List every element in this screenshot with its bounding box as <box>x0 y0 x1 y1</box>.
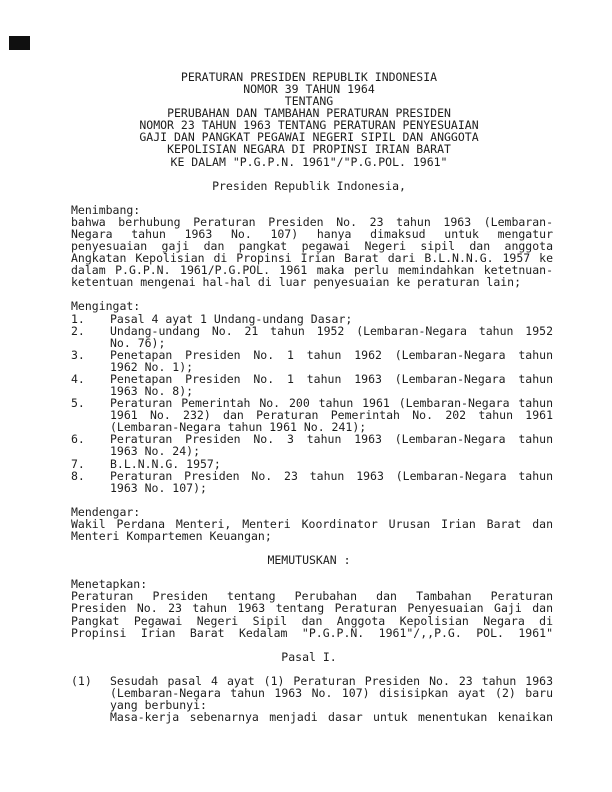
pasal-heading <box>71 651 553 663</box>
line-text: Pasal 4 ayat 1 Undang-undang Dasar; <box>110 311 353 326</box>
line-text: Peraturan Pemerintah No. 200 tahun 1961 (Lembaran-Negara tahun <box>110 396 553 411</box>
text-line <box>71 458 553 470</box>
line-text: Sesudah pasal 4 ayat (1) Peraturan Presiden No. 23 tahun 1963 <box>110 673 553 688</box>
list-marker: 8. <box>71 468 85 483</box>
section-menetapkan <box>71 578 553 638</box>
text-line: bahwa berhubung Peraturan Presiden No. 23 tahun 1963 (Lembaran- <box>71 214 553 229</box>
text-line: Menetapkan: <box>71 577 148 592</box>
text-line: Negara tahun 1963 No. 107) hanya dimaksud untuk mengatur <box>71 227 553 242</box>
text-line: Presiden Republik Indonesia, <box>212 178 406 193</box>
section-memutuskan <box>71 554 553 566</box>
text-line: TENTANG <box>284 94 334 109</box>
text-line <box>71 470 553 482</box>
list-marker: (1) <box>71 673 92 688</box>
section-mengingat <box>71 300 553 493</box>
text-line: NOMOR 23 TAHUN 1963 TENTANG PERATURAN PENYESUAIAN <box>139 118 479 133</box>
text-line: ketentuan mengenai hal-hal di luar penyesuaian ke peraturan lain; <box>71 275 522 290</box>
section-menimbang <box>71 204 553 289</box>
text-line: 1963 No. 107); <box>110 480 207 495</box>
list-marker: 6. <box>71 432 85 447</box>
line-text: Penetapan Presiden No. 1 tahun 1962 (Lembaran-Negara tahun <box>110 347 553 362</box>
regulation-document <box>71 71 553 723</box>
text-line: 1961 No. 232) dan Peraturan Pemerintah No. 202 tahun 1961 <box>110 408 553 423</box>
text-line: Angkatan Kepolisian di Propinsi Irian Barat dari B.L.N.N.G. 1957 ke <box>71 251 553 266</box>
text-line: KEPOLISIAN NEGARA DI PROPINSI IRIAN BARAT <box>167 142 451 157</box>
line-text: Undang-undang No. 21 tahun 1952 (Lembaran-Negara tahun 1952 <box>110 323 553 338</box>
text-line: 1962 No. 1); <box>110 359 194 374</box>
list-marker: 1. <box>71 311 85 326</box>
text-line: (Lembaran-Negara tahun 1961 No. 241); <box>110 420 367 435</box>
text-line: Peraturan Presiden tentang Perubahan dan Tambahan Peraturan <box>71 589 553 604</box>
text-line: Masa-kerja sebenarnya menjadi dasar untuk menentukan kenaikan <box>110 710 553 725</box>
document-title <box>71 71 553 168</box>
line-text: Peraturan Presiden No. 23 tahun 1963 (Lembaran-Negara tahun <box>110 468 553 483</box>
text-line: NOMOR 39 TAHUN 1964 <box>243 82 375 97</box>
text-line <box>71 325 553 337</box>
text-line: (Lembaran-Negara tahun 1963 No. 107) disisipkan ayat (2) baru <box>110 685 553 700</box>
text-line: 1963 No. 24); <box>110 444 201 459</box>
text-line: Menimbang: <box>71 202 141 217</box>
text-line <box>71 313 553 325</box>
line-text: B.L.N.N.G. 1957; <box>110 456 221 471</box>
text-line: PERUBAHAN DAN TAMBAHAN PERATURAN PRESIDEN <box>167 106 451 121</box>
list-marker: 7. <box>71 456 85 471</box>
text-line: Mendengar: <box>71 504 141 519</box>
text-line: Propinsi Irian Barat Kedalam "P.G.P.N. 1961"/,,P.G. POL. 1961" <box>71 625 553 640</box>
text-line: yang berbunyi: <box>110 698 207 713</box>
text-line: Pangkat Pegawai Negeri Sipil dan Anggota Kepolisian Negara di <box>71 613 553 628</box>
text-line: Wakil Perdana Menteri, Menteri Koordinator Urusan Irian Barat dan <box>71 516 553 531</box>
text-line: 1963 No. 8); <box>110 384 194 399</box>
list-marker: 5. <box>71 396 85 411</box>
pasal-item-1 <box>71 675 553 723</box>
list-marker: 3. <box>71 347 85 362</box>
text-line: Presiden No. 23 tahun 1963 tentang Peraturan Penyesuaian Gaji dan <box>71 601 553 616</box>
text-line: Mengingat: <box>71 299 141 314</box>
text-line: GAJI DAN PANGKAT PEGAWAI NEGERI SIPIL DAN ANGGOTA <box>139 130 479 145</box>
text-line: PERATURAN PRESIDEN REPUBLIK INDONESIA <box>180 70 438 84</box>
text-line: penyesuaian gaji dan pangkat pegawai Negeri sipil dan anggota <box>71 239 553 254</box>
text-line: dalam P.G.P.N. 1961/P.G.POL. 1961 maka perlu memindahkan ketetnuan- <box>71 263 553 278</box>
salutation <box>71 180 553 192</box>
line-text: Peraturan Presiden No. 3 tahun 1963 (Lembaran-Negara tahun <box>110 432 553 447</box>
list-marker: 4. <box>71 371 85 386</box>
text-line: Menteri Kompartemen Keuangan; <box>71 528 272 543</box>
list-marker: 2. <box>71 323 85 338</box>
text-line: Pasal I. <box>281 649 337 664</box>
text-line: KE DALAM "P.G.P.N. 1961"/"P.G.POL. 1961" <box>170 154 448 169</box>
text-line: No. 76); <box>110 335 166 350</box>
section-mendengar <box>71 506 553 542</box>
scan-artifact-mark <box>9 36 30 50</box>
text-line: MEMUTUSKAN : <box>267 553 351 568</box>
line-text: Penetapan Presiden No. 1 tahun 1963 (Lembaran-Negara tahun <box>110 371 553 386</box>
